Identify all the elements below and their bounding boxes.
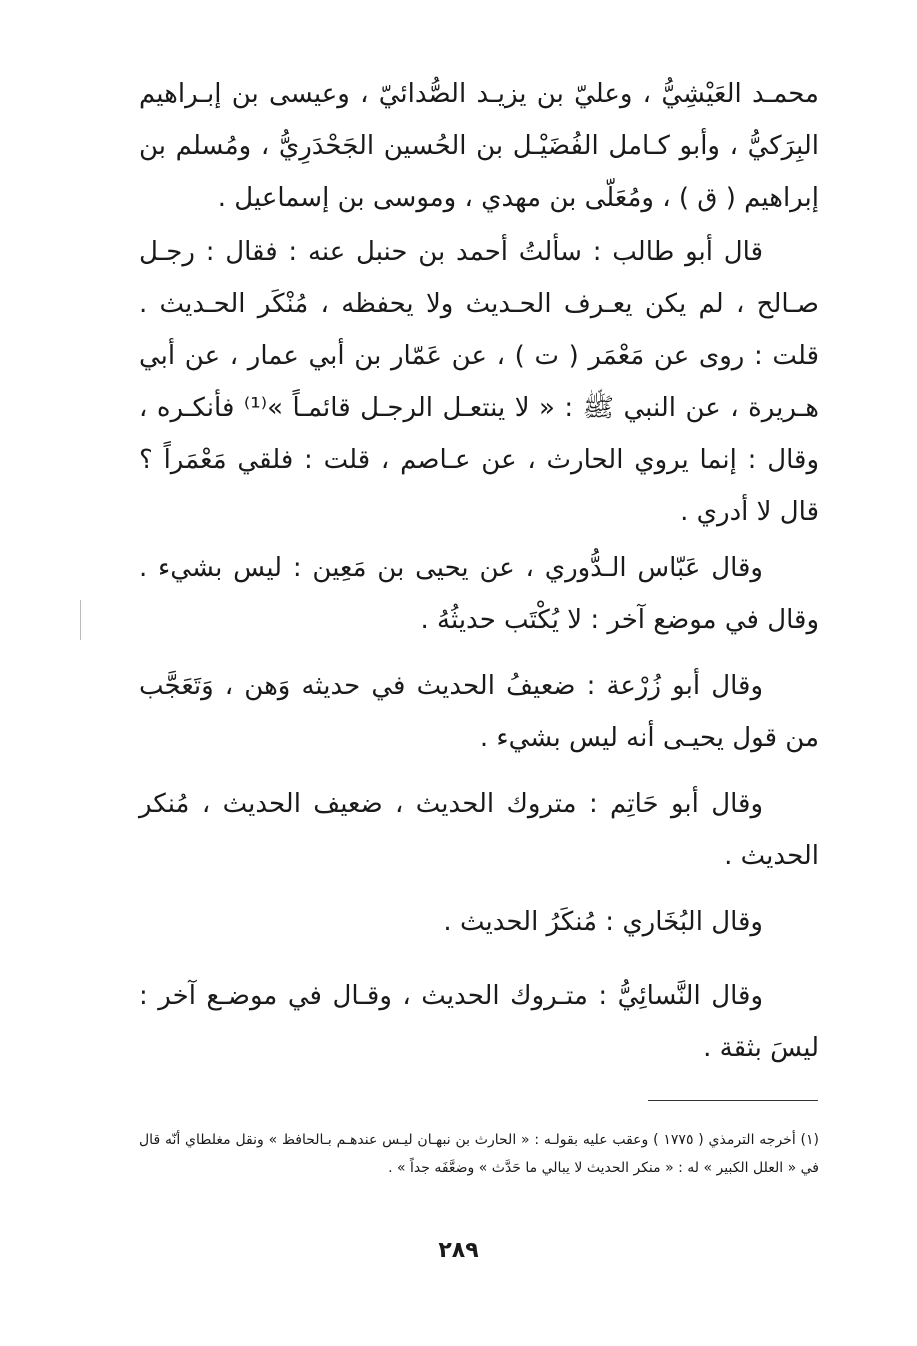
paragraph-narrators: محمـد العَيْشِيُّ ، وعليّ بن يزيـد الصُّدائيّ ، وعيسى بن إبـراهيم البِرَكيُّ ، وأبو كـامل الفُضَيْـل بن الحُسين الجَحْدَرِيُّ ، ومُسلم بن إبراهيم ( ق ) ، ومُعَلّى بن مهدي ، وموسى بن إسماعيل . [139,79,819,213]
paragraph-nasai: وقال النَّسائِيُّ : متـروك الحديث ، وقـال في موضـع آخر : ليسَ بثقة . [139,981,819,1063]
paragraph-bukhari: وقال البُخَاري : مُنكَرُ الحديث . [443,907,763,937]
paragraph-abu-hatim: وقال أبو حَاتِم : متروك الحديث ، ضعيف الحديث ، مُنكر الحديث . [139,789,819,871]
paragraph-abu-zura: وقال أبو زُرْعة : ضعيفُ الحديث في حديثه وَهن ، وَتَعَجَّب من قول يحيـى أنه ليس بشيء . [139,671,819,753]
page-number: ٢٨٩ [438,1238,479,1263]
footnote-divider [648,1100,818,1101]
scan-edge-mark [80,600,81,640]
footnote-1: (١) أخرجه الترمذي ( ١٧٧٥ ) وعقب عليه بقولـه : « الحارث بن نبهـان ليـس عندهـم بـالحافظ » ونقل مغلطاي أنّه قال في « العلل الكبير » له : « منكر الحديث لا يبالي ما حَدَّث » وضعَّفَه جداً » . [139,1132,819,1176]
paragraph-abu-talib: قال أبو طالب : سألتُ أحمد بن حنبل عنه : فقال : رجـل صـالح ، لم يكن يعـرف الحـديث ولا يحفظه ، مُنْكَر الحـديث . قلت : روى عن مَعْمَر ( ت ) ، عن عَمّار بن أبي عمار ، عن أبي هـريرة ، عن النبي ﷺ : « لا ينتعـل الرجـل قائمـاً »⁽¹⁾ فأنكـره ، وقال : إنما يروي الحارث ، عن عـاصم ، قلت : فلقي مَعْمَراً ؟ قال لا أدري . [139,237,820,527]
paragraph-abbas-aldouri: وقال عَبّاس الـدُّوري ، عن يحيى بن مَعِين : ليس بشيء . وقال في موضع آخر : لا يُكْتَب حديثُهُ . [139,553,819,635]
